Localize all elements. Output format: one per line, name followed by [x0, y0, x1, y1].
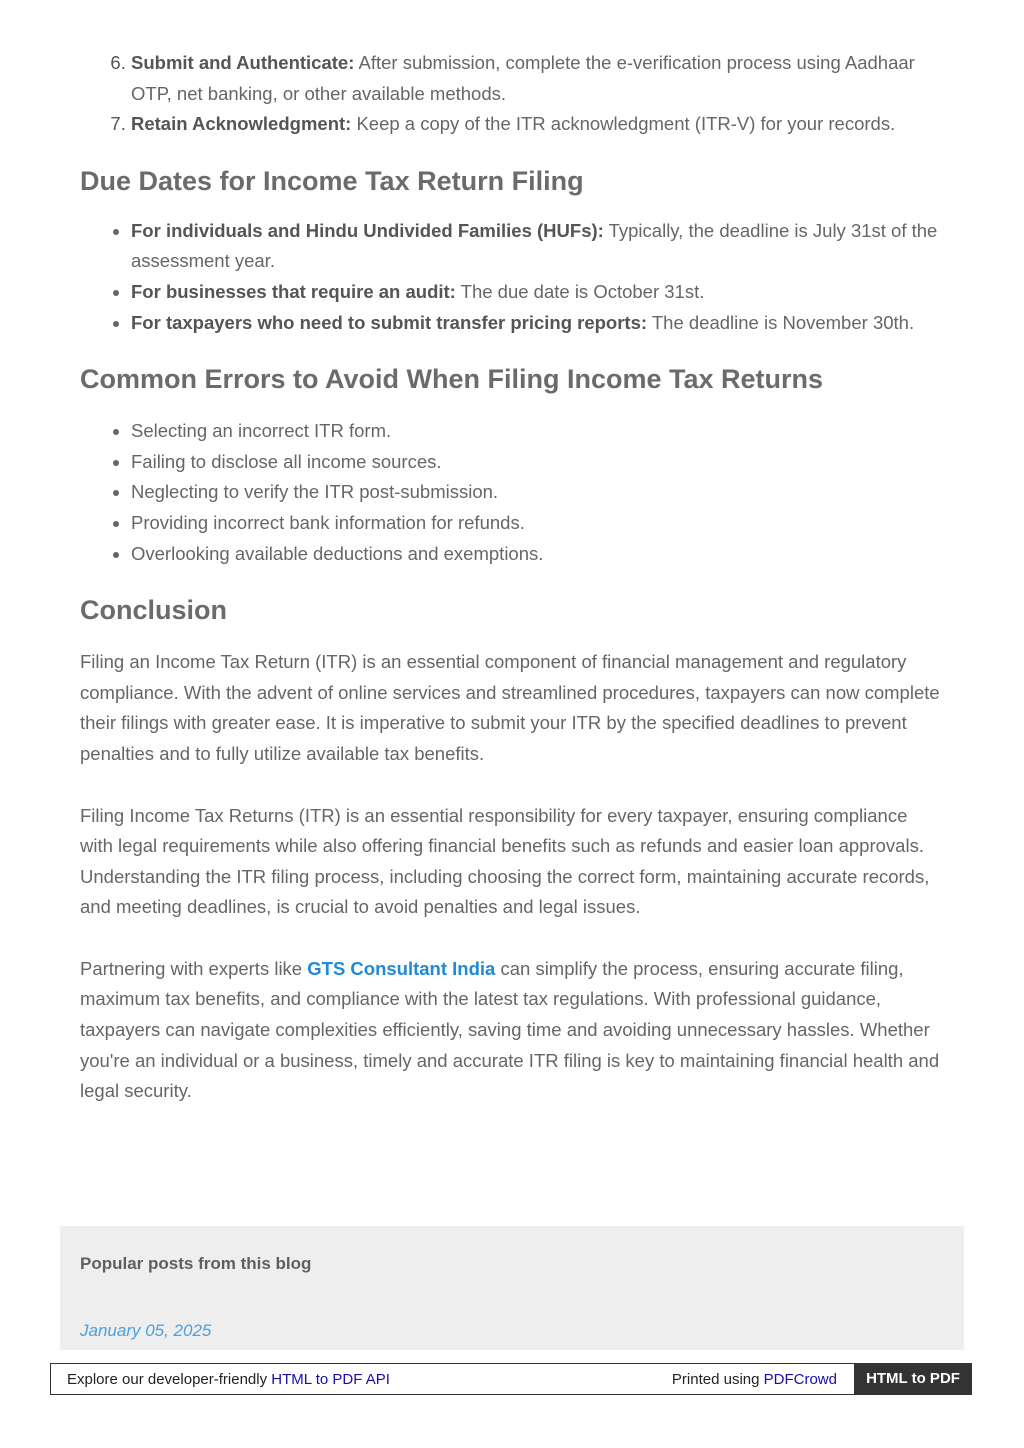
- conclusion-heading: Conclusion: [80, 595, 227, 626]
- item-title: For individuals and Hindu Undivided Families (HUFs):: [131, 219, 604, 241]
- list-item: • Failing to disclose all income sources.: [131, 447, 940, 478]
- step-title: Submit and Authenticate:: [131, 52, 355, 73]
- popular-posts-section: [60, 1226, 964, 1350]
- list-item: [131, 48, 940, 109]
- html-to-pdf-badge[interactable]: HTML to PDF: [854, 1363, 972, 1395]
- item-title: For businesses that require an audit:: [131, 280, 456, 302]
- list-item: [131, 109, 940, 140]
- errors-heading: Common Errors to Avoid When Filing Income Tax Returns: [80, 364, 824, 395]
- step-title: Retain Acknowledgment:: [131, 113, 352, 135]
- conclusion-paragraph: [80, 954, 940, 1107]
- step-text: Keep a copy of the ITR acknowledgment (ITR-V) for your records.: [351, 113, 896, 135]
- list-item: • Providing incorrect bank information for refunds.: [131, 508, 940, 539]
- html-to-pdf-api-link[interactable]: HTML to PDF API: [271, 1371, 390, 1388]
- pdf-footer-bar: [50, 1363, 972, 1395]
- due-dates-heading: Due Dates for Income Tax Return Filing: [80, 165, 584, 196]
- footer-text: Explore our developer-friendly: [67, 1371, 272, 1388]
- list-item: • Overlooking available deductions and exemptions.: [131, 539, 940, 570]
- list-item: [131, 277, 940, 308]
- steps-list: [80, 48, 940, 140]
- footer-printed: [672, 1371, 837, 1388]
- pdfcrowd-link[interactable]: PDFCrowd: [763, 1371, 837, 1388]
- list-item: • Selecting an incorrect ITR form.: [131, 416, 940, 447]
- footer-explore: [67, 1371, 390, 1388]
- gts-consultant-link[interactable]: GTS Consultant India: [307, 957, 496, 979]
- conclusion-paragraph: Filing Income Tax Returns (ITR) is an essential responsibility for every taxpayer, ensuring compliance with legal requirements while also offering financial benefits such as refunds and easier loan approvals. Understanding the ITR filing process, including choosing the correct form, maintaining accurate records, and meeting deadlines, is crucial to avoid penalties and legal issues.: [80, 804, 930, 918]
- item-title: For taxpayers who need to submit transfer pricing reports:: [131, 311, 648, 333]
- footer-text: Printed using: [671, 1371, 764, 1388]
- item-text: Typically, the deadline is July 31st of the assessment year.: [131, 219, 938, 272]
- article-content: [80, 48, 940, 1107]
- conclusion-paragraph: Filing an Income Tax Return (ITR) is an essential component of financial management and regulatory compliance. With the advent of online services and streamlined procedures, taxpayers can now complete their filings with greater ease. It is imperative to submit your ITR by the specified deadlines to prevent penalties and to fully utilize available tax benefits.: [80, 651, 940, 764]
- popular-posts-title: Popular posts from this blog: [80, 1254, 312, 1273]
- due-dates-list: [80, 216, 940, 338]
- list-item: • Neglecting to verify the ITR post-submission.: [131, 477, 940, 508]
- item-text: The due date is October 31st.: [455, 280, 705, 302]
- post-date-link[interactable]: January 05, 2025: [80, 1321, 212, 1340]
- list-item: [131, 308, 940, 339]
- step-text: After submission, complete the e-verification process using Aadhaar OTP, net banking, or other available methods.: [131, 52, 915, 104]
- paragraph-text: Partnering with experts like: [80, 957, 308, 979]
- errors-list: [80, 416, 940, 569]
- item-text: The deadline is November 30th.: [647, 311, 915, 333]
- paragraph-text: can simplify the process, ensuring accurate filing, maximum tax benefits, and compliance with the latest tax regulations. With professional guidance, taxpayers can navigate complexities efficiently, saving time and avoiding unnecessary hassles. Whether you're an individual or a business, timely and accurate ITR filing is key to maintaining financial health and legal security.: [80, 957, 940, 1102]
- list-item: [131, 216, 940, 277]
